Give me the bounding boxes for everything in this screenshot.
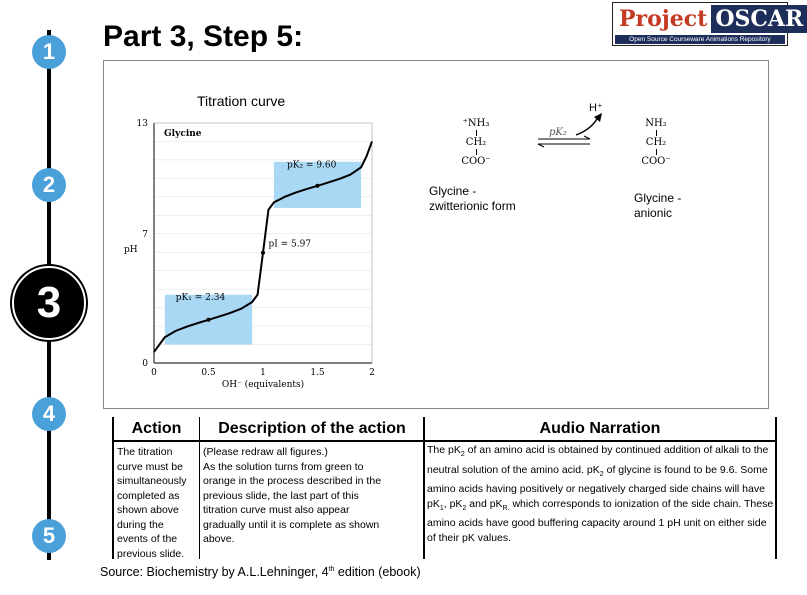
description-column <box>201 417 423 559</box>
chart-annotation-pi: pI = 5.97 <box>268 239 312 250</box>
narration-fragment: of glycine is found to be 9.6. Some amino acids having positively or negatively charged side chains will have pK <box>427 463 768 510</box>
description-text-line: (Please redraw all figures.) <box>203 446 328 458</box>
anion-label-line1: Glycine - <box>634 191 682 205</box>
animation-canvas <box>103 60 769 409</box>
chart-y-tick-label: 0 <box>142 359 148 369</box>
description-text-line: previous slide, the last part of this <box>203 489 359 502</box>
chart-x-tick-label: 2 <box>369 368 375 378</box>
narration-subscript: 2 <box>462 504 467 512</box>
action-header: Action <box>131 420 182 437</box>
narration-subscript: 2 <box>599 470 604 478</box>
step-4-button[interactable]: 4 <box>32 397 66 431</box>
narration-fragment: , pK <box>443 497 463 510</box>
description-text-line: gradually until it is complete as shown <box>203 518 380 531</box>
zwitterion-structure <box>459 117 493 168</box>
struct-amino-group: ⁺NH₃ <box>462 118 490 129</box>
action-column <box>114 417 199 559</box>
logo-word-oscar: OSCAR <box>711 5 807 33</box>
struct-carboxylate: COO⁻ <box>461 156 491 167</box>
description-header: Description of the action <box>218 420 406 437</box>
h-plus-label: H⁺ <box>589 102 603 114</box>
audio-narration-header: Audio Narration <box>539 420 661 437</box>
chart-caption: Titration curve <box>197 93 286 109</box>
action-text-line: shown above <box>117 504 179 516</box>
chart-marked-point <box>261 251 265 255</box>
storyboard-table <box>112 417 777 559</box>
chart-x-tick-label: 0 <box>151 368 157 378</box>
chart-y-tick-label: 7 <box>142 229 148 240</box>
action-text-line: completed as <box>117 489 180 502</box>
step-2-button[interactable]: 2 <box>32 168 66 202</box>
description-text-line: above. <box>203 533 235 545</box>
logo-subtitle: Open Source Courseware Animations Repository <box>615 35 785 44</box>
chart-annotation-pk1: pK₁ = 2.34 <box>175 293 226 304</box>
narration-fragment: and pK <box>466 497 503 510</box>
chart-y-tick-label: 13 <box>136 119 148 129</box>
chart-x-tick-label: 0.5 <box>201 368 216 378</box>
action-text-line: The titration <box>117 446 173 458</box>
project-oscar-logo <box>612 2 804 46</box>
narration-fragment: The pK <box>427 444 461 456</box>
narration-fragment: of an amino acid is obtained by continued addition of alkali to the neutral solution of the amino acid. pK <box>427 444 769 476</box>
chart-x-tick-label: 1.5 <box>310 368 325 378</box>
struct-amino-group: NH₂ <box>645 118 667 129</box>
page-title: Part 3, Step 5: <box>103 20 304 53</box>
step-5-button[interactable]: 5 <box>32 519 66 553</box>
zwitterion-label-line2: zwitterionic form <box>429 199 516 213</box>
anion-label <box>634 191 681 221</box>
chart-y-axis-label: pH <box>124 245 138 256</box>
description-text-line: orange in the process described in the <box>203 475 382 487</box>
anion-label-line2: anionic <box>634 206 673 220</box>
titration-chart <box>112 115 402 395</box>
chart-x-tick-label: 1 <box>260 368 266 378</box>
narration-fragment: which corresponds to ionization of the side chain. These amino acids have good buffering capacity around 1 pH unit on either side of their pK values. <box>427 497 774 544</box>
narration-subscript: R. <box>502 504 510 512</box>
struct-methylene: CH₂ <box>645 137 667 148</box>
zwitterion-label-line1: Glycine - <box>429 184 477 198</box>
pk2-arrow-label: pK₂ <box>549 127 567 138</box>
description-text <box>201 441 423 547</box>
narration-subscript: 1 <box>439 504 444 512</box>
action-text-line: curve must be <box>117 460 183 473</box>
action-text-line: simultaneously <box>117 475 187 487</box>
zwitterion-label <box>429 184 516 214</box>
chart-marked-point <box>316 184 320 188</box>
action-text-line: during the <box>117 518 164 531</box>
anion-structure <box>639 117 673 168</box>
chart-x-axis-label: OH⁻ (equivalents) <box>221 380 305 390</box>
chart-title: Glycine <box>164 128 202 139</box>
action-text-line: previous slide. <box>117 547 185 560</box>
description-text-line: titration curve must also appear <box>203 504 350 516</box>
audio-narration-text <box>425 441 775 545</box>
struct-methylene: CH₂ <box>465 137 487 148</box>
source-text-end: edition (ebook) <box>334 565 421 579</box>
struct-carboxylate: COO⁻ <box>641 156 671 167</box>
description-text-line: As the solution turns from green to <box>203 460 364 473</box>
step-3-button-current[interactable]: 3 <box>12 266 86 340</box>
chart-annotation-pk2: pK₂ = 9.60 <box>286 160 337 171</box>
table-divider <box>775 417 777 559</box>
source-superscript: th <box>328 565 335 573</box>
action-text-line: events of the <box>117 533 178 545</box>
equilibrium-arrows <box>524 109 624 159</box>
source-citation <box>100 565 421 579</box>
logo-word-project: Project <box>615 5 711 33</box>
action-text <box>114 441 199 561</box>
table-divider <box>199 417 200 559</box>
source-text: Source: Biochemistry by A.L.Lehninger, 4 <box>100 565 329 579</box>
audio-narration-column <box>425 417 775 559</box>
narration-subscript: 2 <box>460 451 465 459</box>
chart-marked-point <box>207 318 211 322</box>
step-1-button[interactable]: 1 <box>32 35 66 69</box>
